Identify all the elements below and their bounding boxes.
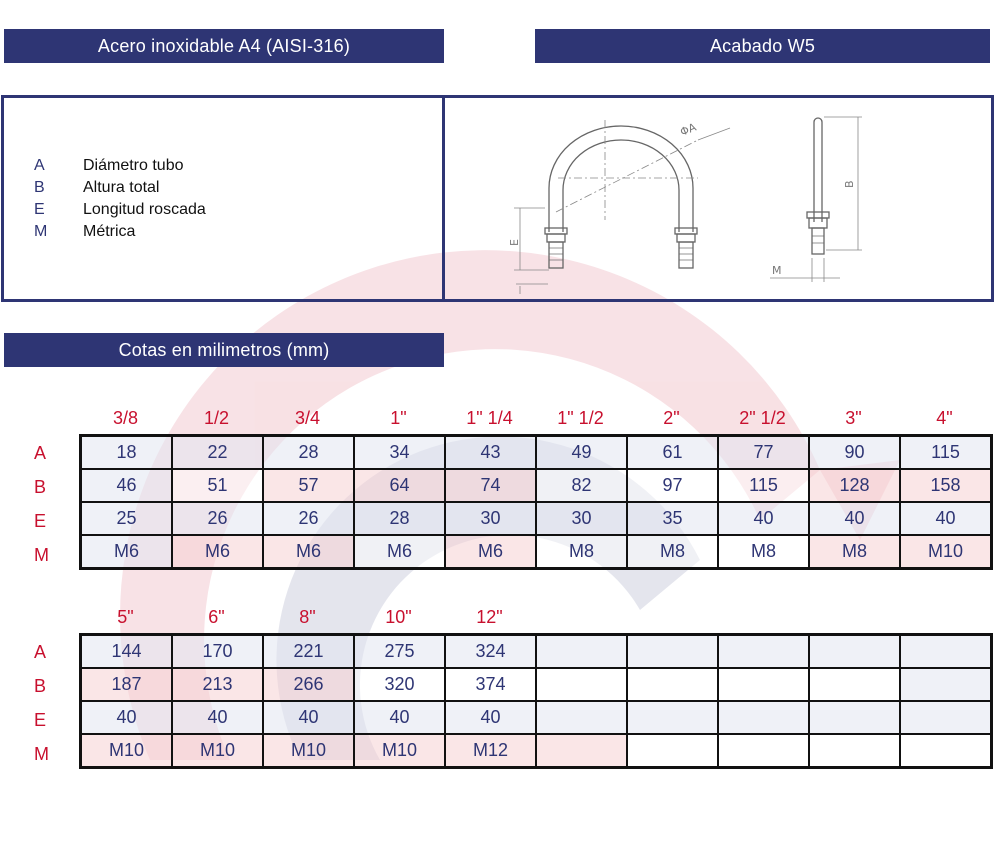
legend-key: M	[34, 223, 48, 240]
table-cell	[900, 635, 992, 669]
table-cell: 30	[445, 502, 536, 535]
table-cell: 26	[172, 502, 263, 535]
nut-left	[545, 228, 567, 234]
e-label: E	[508, 239, 521, 246]
side-view-shank	[814, 118, 822, 222]
table-cell: M10	[900, 535, 992, 569]
table-cell	[627, 668, 718, 701]
table-cell: 82	[536, 469, 627, 502]
table2-row-labels	[34, 635, 64, 771]
material-header: Acero inoxidable A4 (AISI-316)	[4, 29, 444, 63]
table-cell	[627, 734, 718, 768]
table-cell: 324	[445, 635, 536, 669]
table-cell: 40	[263, 701, 354, 734]
table-cell: 28	[263, 436, 354, 470]
legend-item	[34, 199, 206, 221]
size-header: 5"	[117, 607, 134, 627]
table-cell: M8	[627, 535, 718, 569]
table-cell	[627, 635, 718, 669]
table-cell: 18	[81, 436, 173, 470]
table-cell: 40	[445, 701, 536, 734]
table-cell: 61	[627, 436, 718, 470]
size-header: 6"	[208, 607, 225, 627]
table-cell: 90	[809, 436, 900, 470]
table-cell	[536, 701, 627, 734]
table-cell	[718, 701, 809, 734]
table1-size-headers	[80, 408, 990, 429]
table-cell: 128	[809, 469, 900, 502]
table-cell: M6	[263, 535, 354, 569]
table-cell: 40	[81, 701, 173, 734]
table-cell: 115	[718, 469, 809, 502]
row-label: B	[34, 476, 47, 497]
table-row-e	[81, 701, 992, 734]
table-cell	[718, 668, 809, 701]
legend-label: Diámetro tubo	[83, 157, 184, 174]
table-cell	[809, 668, 900, 701]
table-cell: M8	[718, 535, 809, 569]
finish-header: Acabado W5	[535, 29, 990, 63]
table-cell: M10	[354, 734, 445, 768]
legend	[34, 155, 206, 243]
size-header: 8"	[299, 607, 316, 627]
legend-key: E	[34, 201, 45, 218]
table-cell: M10	[263, 734, 354, 768]
u-bolt-outer	[549, 126, 693, 232]
table-cell: 40	[900, 502, 992, 535]
table-cell: M8	[809, 535, 900, 569]
table-cell	[718, 635, 809, 669]
size-header: 3/8	[112, 408, 139, 428]
table-cell: 57	[263, 469, 354, 502]
table-cell	[809, 734, 900, 768]
table-cell: 40	[172, 701, 263, 734]
legend-label: Altura total	[83, 179, 160, 196]
table-cell: M6	[81, 535, 173, 569]
table-cell: 275	[354, 635, 445, 669]
row-label: M	[34, 544, 49, 565]
table-cell	[718, 734, 809, 768]
table-cell: 170	[172, 635, 263, 669]
table-cell: 266	[263, 668, 354, 701]
table-cell: 221	[263, 635, 354, 669]
table-cell: 320	[354, 668, 445, 701]
table-cell: 43	[445, 436, 536, 470]
row-label: E	[34, 709, 47, 730]
table-cell	[900, 668, 992, 701]
side-view-thread	[812, 228, 824, 254]
thread-left	[549, 242, 563, 268]
table-cell: M6	[172, 535, 263, 569]
size-header: 1" 1/2	[557, 408, 604, 428]
table-cell: M6	[445, 535, 536, 569]
m-label: M	[772, 264, 782, 277]
table-cell: 213	[172, 668, 263, 701]
table-cell: 115	[900, 436, 992, 470]
table-cell: 77	[718, 436, 809, 470]
size-header: 1" 1/4	[466, 408, 513, 428]
size-header: 3/4	[294, 408, 321, 428]
table-cell: M6	[354, 535, 445, 569]
legend-label: Longitud roscada	[83, 201, 206, 218]
table-cell: 46	[81, 469, 173, 502]
legend-label: Métrica	[83, 223, 136, 240]
b-label: B	[843, 180, 856, 188]
size-header: 3"	[845, 408, 862, 428]
table-cell: 26	[263, 502, 354, 535]
table-cell: M10	[81, 734, 173, 768]
legend-key: B	[34, 179, 45, 196]
table-row-a	[81, 635, 992, 669]
table-cell: 34	[354, 436, 445, 470]
table2-size-headers	[80, 607, 535, 628]
table-cell	[627, 701, 718, 734]
row-label: B	[34, 675, 47, 696]
dimensions-header: Cotas en milimetros (mm)	[4, 333, 444, 367]
table-cell	[809, 635, 900, 669]
legend-item	[34, 221, 206, 243]
side-view-nut	[807, 212, 829, 218]
table-cell: M8	[536, 535, 627, 569]
table-cell: 40	[718, 502, 809, 535]
thread-right	[679, 242, 693, 268]
table-cell: 49	[536, 436, 627, 470]
row-label: E	[34, 510, 47, 531]
table-cell: 40	[809, 502, 900, 535]
table-row-e	[81, 502, 992, 535]
size-header: 2" 1/2	[739, 408, 786, 428]
row-label: A	[34, 442, 47, 463]
size-header: 1"	[390, 408, 407, 428]
table-cell: M10	[172, 734, 263, 768]
info-divider	[442, 95, 445, 302]
table-cell: 51	[172, 469, 263, 502]
table-cell: 74	[445, 469, 536, 502]
table1-row-labels	[34, 436, 64, 572]
table-row-a	[81, 436, 992, 470]
size-header: 10"	[385, 607, 412, 627]
table-row-m	[81, 535, 992, 569]
size-header: 1/2	[203, 408, 230, 428]
legend-key: A	[34, 157, 45, 174]
table-cell: 22	[172, 436, 263, 470]
dimensions-table-1	[79, 434, 993, 570]
table-row-b	[81, 668, 992, 701]
table-cell: 374	[445, 668, 536, 701]
u-bolt-drawing	[448, 100, 984, 294]
table-cell: 35	[627, 502, 718, 535]
table-cell: 187	[81, 668, 173, 701]
table-cell	[536, 635, 627, 669]
row-label: A	[34, 641, 47, 662]
table-cell	[536, 734, 627, 768]
table-cell	[536, 668, 627, 701]
nut-right	[675, 228, 697, 234]
legend-item	[34, 177, 206, 199]
table-cell: 28	[354, 502, 445, 535]
table-cell	[809, 701, 900, 734]
table-cell: 158	[900, 469, 992, 502]
size-header: 4"	[936, 408, 953, 428]
u-bolt-inner	[563, 140, 679, 232]
table-cell: 25	[81, 502, 173, 535]
table-row-m	[81, 734, 992, 768]
table-cell	[900, 701, 992, 734]
size-header: 2"	[663, 408, 680, 428]
size-header: 12"	[476, 607, 503, 627]
table-cell: 64	[354, 469, 445, 502]
table-cell: 40	[354, 701, 445, 734]
table-row-b	[81, 469, 992, 502]
table-cell: 97	[627, 469, 718, 502]
table-cell: M12	[445, 734, 536, 768]
table-cell: 144	[81, 635, 173, 669]
table-cell	[900, 734, 992, 768]
row-label: M	[34, 743, 49, 764]
dimensions-table-2	[79, 633, 993, 769]
legend-item	[34, 155, 206, 177]
phi-a-label: ΦA	[678, 120, 699, 139]
table-cell: 30	[536, 502, 627, 535]
